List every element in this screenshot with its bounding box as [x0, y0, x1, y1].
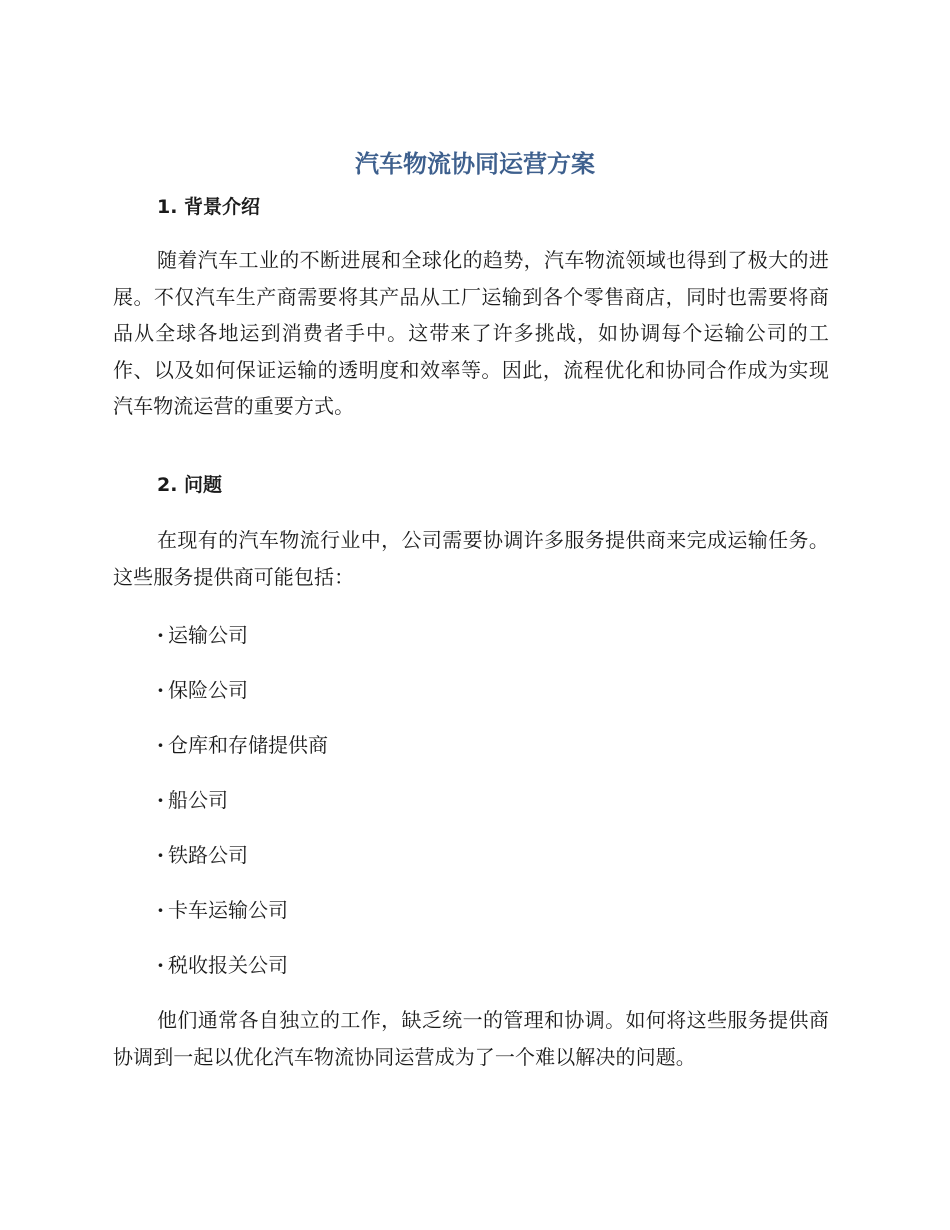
closing-paragraph: 他们通常各自独立的工作，缺乏统一的管理和协调。如何将这些服务提供商协调到一起以优化汽车物流协同运营成为了一个难以解决的问题。 [113, 1008, 829, 1069]
bullet-marker: · [157, 733, 164, 757]
list-item [157, 675, 248, 705]
bullet-marker: · [157, 843, 164, 867]
bullet-marker: · [157, 678, 164, 702]
section-heading-background: 1. 背景介绍 [157, 196, 261, 218]
list-item [157, 950, 288, 980]
list-item [157, 840, 248, 870]
list-item-label: 运输公司 [168, 623, 248, 647]
list-item [157, 620, 248, 650]
bullet-marker: · [157, 953, 164, 977]
bullet-marker: · [157, 788, 164, 812]
document-title: 汽车物流协同运营方案 [355, 150, 595, 178]
list-item-label: 卡车运输公司 [168, 898, 288, 922]
list-item-label: 仓库和存储提供商 [168, 733, 328, 757]
list-item-label: 铁路公司 [168, 843, 248, 867]
list-item [157, 785, 228, 815]
list-item-label: 税收报关公司 [168, 953, 288, 977]
problem-paragraph: 在现有的汽车物流行业中，公司需要协调许多服务提供商来完成运输任务。这些服务提供商可能包括： [113, 528, 829, 589]
bullet-marker: · [157, 898, 164, 922]
list-item [157, 895, 288, 925]
section-heading-problem: 2. 问题 [157, 474, 223, 496]
bullet-marker: · [157, 623, 164, 647]
list-item [157, 730, 328, 760]
list-item-label: 保险公司 [168, 678, 248, 702]
list-item-label: 船公司 [168, 788, 228, 812]
background-paragraph: 随着汽车工业的不断进展和全球化的趋势，汽车物流领域也得到了极大的进展。不仅汽车生产商需要将其产品从工厂运输到各个零售商店，同时也需要将商品从全球各地运到消费者手中。这带来了许多挑战，如协调每个运输公司的工作、以及如何保证运输的透明度和效率等。因此，流程优化和协同合作成为实现汽车物流运营的重要方式。 [113, 248, 829, 419]
